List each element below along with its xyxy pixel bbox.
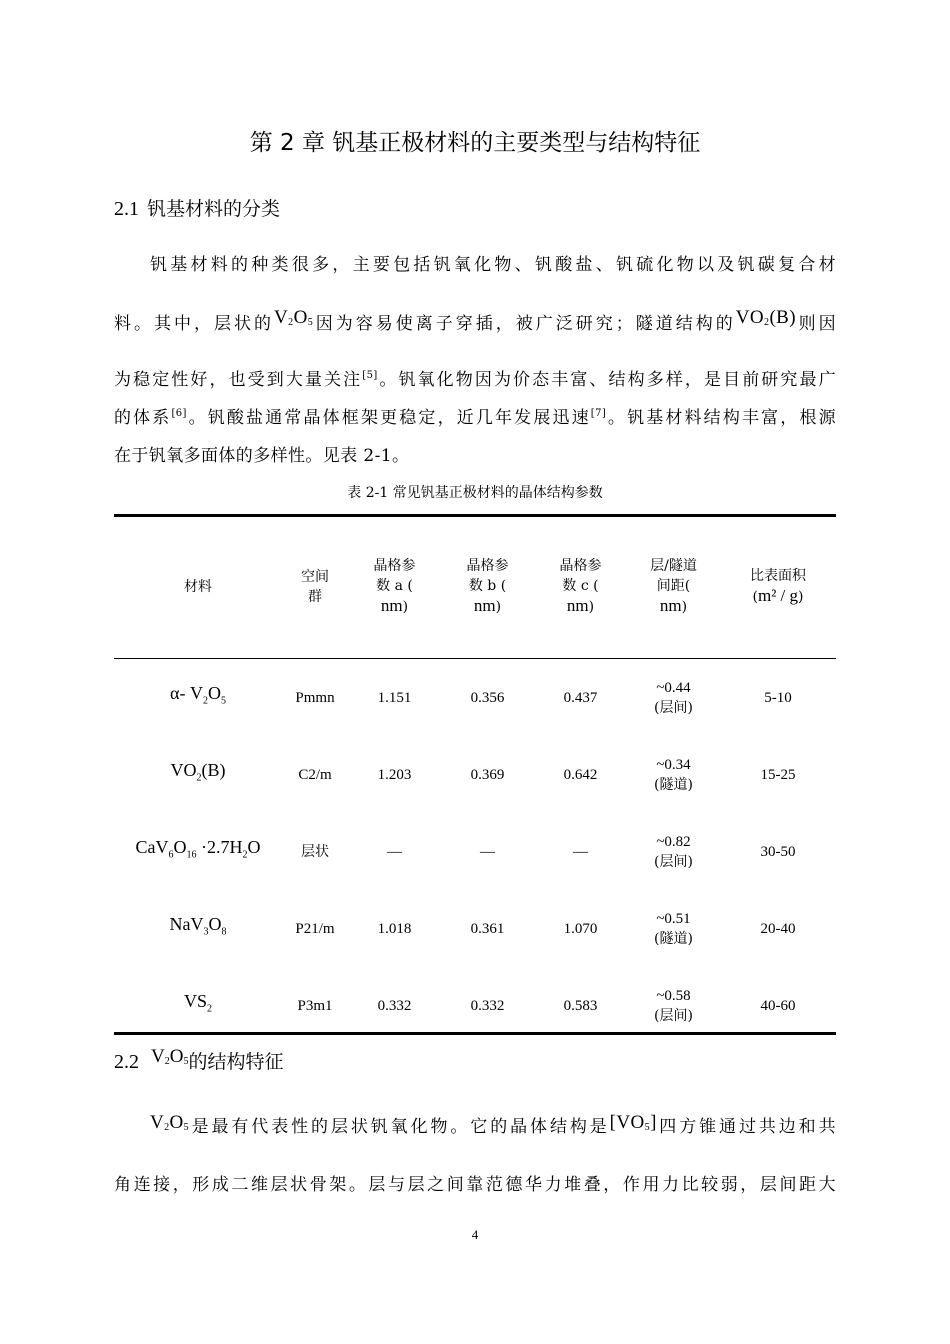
b-cell: 0.332	[470, 997, 505, 1014]
b-cell: 0.369	[470, 766, 505, 783]
a-cell: 1.151	[377, 689, 412, 706]
spacing-cell: ~0.58 (层间)	[654, 987, 693, 1024]
formula-v2o5: $V_2O_5$	[150, 1112, 190, 1133]
table-header-row	[114, 514, 836, 659]
header-surface-area: 比表面积 (m² / g)	[750, 568, 806, 605]
b-cell: 0.361	[470, 920, 505, 937]
material-cell: $VS_2$	[183, 991, 212, 1015]
text: 为稳定性好，也受到大量关注	[114, 370, 363, 390]
header-lattice-b: 晶格参 数 b ( nm)	[466, 558, 509, 615]
c-cell: —	[573, 843, 588, 860]
para2-line1	[150, 1112, 836, 1137]
text: 。钒氧化物因为价态丰富、结构多样，是目前研究最广	[377, 370, 836, 390]
material-cell: $VO_2(B)$	[170, 760, 226, 784]
text: 则因	[795, 314, 836, 334]
spacing-cell: ~0.44 (层间)	[654, 679, 693, 716]
formula-vo2b: $VO_2(B)$	[735, 307, 796, 328]
formula-vo5: $[VO_5]$	[609, 1112, 657, 1133]
area-cell: 20-40	[760, 920, 796, 937]
space-group-cell: 层状	[301, 843, 329, 860]
crystal-parameter-table	[114, 514, 836, 1044]
para1-line3	[114, 365, 836, 390]
spacing-cell: ~0.51 (隧道)	[654, 910, 693, 947]
para1-line5: 在于钒氧多面体的多样性。见表 2-1。	[114, 446, 410, 466]
table-row	[114, 967, 836, 1044]
section-heading-2-2	[114, 1046, 283, 1074]
text: 。钒酸盐通常晶体框架更稳定，近几年发展迅速	[186, 408, 591, 428]
text: 料。其中，层状的	[114, 314, 275, 334]
material-cell: $CaV_6O_{16} \cdot 2.7H_2O$	[135, 837, 261, 861]
b-cell: —	[480, 843, 495, 860]
c-cell: 1.070	[563, 920, 598, 937]
formula-v2o5: $V_2O_5$	[274, 307, 314, 328]
a-cell: 0.332	[377, 997, 412, 1014]
chapter-title: 第 2 章 钒基正极材料的主要类型与结构特征	[249, 130, 701, 156]
area-cell: 30-50	[760, 843, 796, 860]
citation-6: [6]	[171, 408, 187, 419]
material-cell: $NaV_3O_8$	[169, 914, 227, 938]
header-space-group: 空间 群	[301, 568, 329, 605]
table-row	[114, 659, 836, 736]
table-caption: 表 2-1 常见钒基正极材料的晶体结构参数	[347, 485, 603, 501]
citation-5: [5]	[362, 370, 378, 381]
c-cell: 0.437	[563, 689, 598, 706]
table-row	[114, 736, 836, 813]
c-cell: 0.583	[563, 997, 598, 1014]
table-row	[114, 890, 836, 967]
spacing-cell: ~0.82 (层间)	[654, 833, 693, 870]
c-cell: 0.642	[563, 766, 598, 783]
para1-line4	[114, 403, 836, 428]
space-group-cell: Pmmn	[295, 689, 335, 706]
material-cell: α- $V_2O_5$	[170, 683, 226, 707]
b-cell: 0.356	[470, 689, 505, 706]
space-group-cell: P3m1	[297, 997, 333, 1014]
area-cell: 15-25	[760, 766, 796, 783]
space-group-cell: P21/m	[295, 920, 335, 937]
text: 是最有代表性的层状钒氧化物。它的晶体结构是	[189, 1117, 610, 1137]
section-title: 钒基材料的分类	[147, 198, 281, 220]
page-number: 4	[471, 1227, 479, 1242]
para1-line1: 钒基材料的种类很多，主要包括钒氧化物、钒酸盐、钒硫化物以及钒碳复合材	[150, 255, 836, 275]
para2-line2: 角连接，形成二维层状骨架。层与层之间靠范德华力堆叠，作用力比较弱，层间距大	[114, 1175, 836, 1195]
header-lattice-a: 晶格参 数 a ( nm)	[373, 558, 416, 615]
text: 因为容易使离子穿插，被广泛研究；隧道结构的	[313, 314, 736, 334]
a-cell: 1.203	[377, 766, 412, 783]
section-number: 2.1	[114, 198, 139, 220]
formula-v2o5: $V_2O_5$	[151, 1046, 189, 1067]
text: 的体系	[114, 408, 172, 428]
section-number: 2.2	[114, 1051, 139, 1073]
spacing-cell: ~0.34 (隧道)	[654, 756, 693, 793]
header-lattice-c: 晶格参 数 c ( nm)	[559, 558, 602, 615]
text: 四方锥通过共边和共	[656, 1117, 836, 1137]
area-cell: 5-10	[764, 689, 792, 706]
citation-7: [7]	[590, 408, 607, 419]
header-spacing: 层/隧道 间距( nm)	[650, 558, 697, 615]
a-cell: 1.018	[377, 920, 412, 937]
area-cell: 40-60	[760, 997, 796, 1014]
section-title: 的结构特征	[188, 1051, 284, 1073]
text: 。钒基材料结构丰富，根源	[606, 408, 836, 428]
space-group-cell: C2/m	[298, 766, 332, 783]
section-heading-2-1	[114, 194, 280, 221]
para1-line2	[114, 307, 836, 334]
table-row	[114, 813, 836, 890]
header-material: 材料	[184, 578, 212, 595]
a-cell: —	[387, 843, 402, 860]
